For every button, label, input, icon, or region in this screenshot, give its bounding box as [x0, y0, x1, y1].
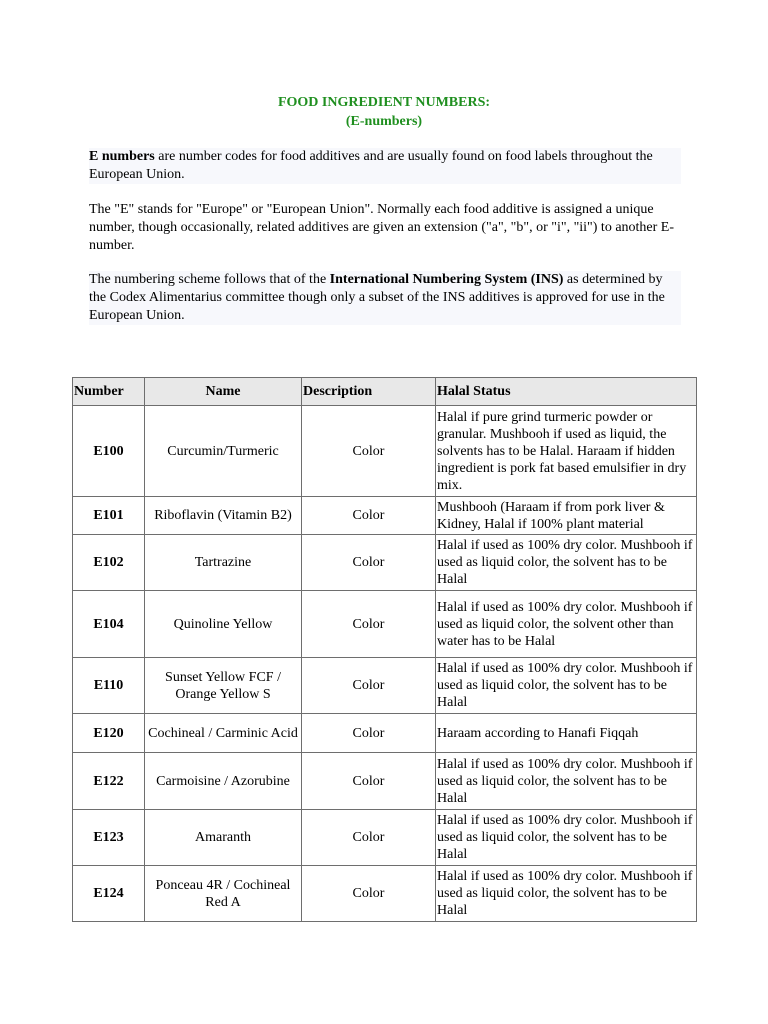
cell-description: Color	[302, 406, 436, 497]
table-row	[73, 753, 697, 810]
header-description: Description	[302, 378, 436, 406]
table-row	[73, 714, 697, 753]
table-row	[73, 591, 697, 658]
cell-halal-status: Mushbooh (Haraam if from pork liver & Kidney, Halal if 100% plant material	[436, 497, 697, 535]
cell-name: Cochineal / Carminic Acid	[145, 714, 302, 753]
intro-bold-term: E numbers	[89, 149, 155, 164]
header-halal-status: Halal Status	[436, 378, 697, 406]
cell-number: E101	[73, 497, 145, 535]
table-row	[73, 658, 697, 714]
cell-halal-status: Halal if pure grind turmeric powder or granular. Mushbooh if used as liquid, the solvents has to be Halal. Haraam if hidden ingredient is pork fat based emulsifier in dry mix.	[436, 406, 697, 497]
cell-name: Curcumin/Turmeric	[145, 406, 302, 497]
cell-halal-status: Halal if used as 100% dry color. Mushbooh if used as liquid color, the solvent has to be Halal	[436, 866, 697, 922]
cell-number: E124	[73, 866, 145, 922]
table-header-row	[73, 378, 697, 406]
table-row	[73, 406, 697, 497]
table-row	[73, 810, 697, 866]
cell-halal-status: Haraam according to Hanafi Fiqqah	[436, 714, 697, 753]
cell-name: Tartrazine	[145, 535, 302, 591]
table-row	[73, 535, 697, 591]
header-number: Number	[73, 378, 145, 406]
ins-text-after: as determined by the Codex Alimentarius committee though only a subset of the INS additives is approved for use in the European Union.	[89, 272, 665, 323]
cell-halal-status: Halal if used as 100% dry color. Mushbooh if used as liquid color, the solvent has to be Halal	[436, 753, 697, 810]
cell-name: Riboflavin (Vitamin B2)	[145, 497, 302, 535]
document-title	[0, 93, 768, 131]
cell-halal-status: Halal if used as 100% dry color. Mushbooh if used as liquid color, the solvent has to be Halal	[436, 658, 697, 714]
cell-number: E102	[73, 535, 145, 591]
cell-name: Quinoline Yellow	[145, 591, 302, 658]
cell-description: Color	[302, 591, 436, 658]
cell-name: Amaranth	[145, 810, 302, 866]
cell-description: Color	[302, 658, 436, 714]
cell-description: Color	[302, 866, 436, 922]
cell-halal-status: Halal if used as 100% dry color. Mushbooh if used as liquid color, the solvent other than water has to be Halal	[436, 591, 697, 658]
e-meaning-paragraph: The "E" stands for "Europe" or "European Union". Normally each food additive is assigned a unique number, though occasionally, related additives are given an extension ("a", "b", or "i", "ii") to another E-number.	[89, 202, 675, 253]
title-line-2: (E-numbers)	[345, 114, 423, 129]
cell-description: Color	[302, 810, 436, 866]
title-line-1: FOOD INGREDIENT NUMBERS:	[277, 95, 491, 110]
cell-halal-status: Halal if used as 100% dry color. Mushbooh if used as liquid color, the solvent has to be Halal	[436, 535, 697, 591]
cell-description: Color	[302, 753, 436, 810]
cell-number: E100	[73, 406, 145, 497]
cell-name: Carmoisine / Azorubine	[145, 753, 302, 810]
cell-halal-status: Halal if used as 100% dry color. Mushbooh if used as liquid color, the solvent has to be Halal	[436, 810, 697, 866]
intro-text: are number codes for food additives and are usually found on food labels throughout the European Union.	[89, 149, 653, 182]
cell-description: Color	[302, 497, 436, 535]
cell-name: Ponceau 4R / Cochineal Red A	[145, 866, 302, 922]
cell-number: E104	[73, 591, 145, 658]
header-name: Name	[145, 378, 302, 406]
ins-text-before: The numbering scheme follows that of the	[89, 272, 330, 287]
cell-number: E120	[73, 714, 145, 753]
cell-number: E110	[73, 658, 145, 714]
ins-paragraph	[89, 271, 681, 325]
cell-number: E123	[73, 810, 145, 866]
intro-paragraph	[89, 148, 681, 184]
cell-number: E122	[73, 753, 145, 810]
e-numbers-table	[72, 377, 697, 922]
ins-bold-term: International Numbering System (INS)	[329, 272, 564, 287]
cell-name: Sunset Yellow FCF / Orange Yellow S	[145, 658, 302, 714]
table-row	[73, 866, 697, 922]
cell-description: Color	[302, 714, 436, 753]
cell-description: Color	[302, 535, 436, 591]
table-row	[73, 497, 697, 535]
